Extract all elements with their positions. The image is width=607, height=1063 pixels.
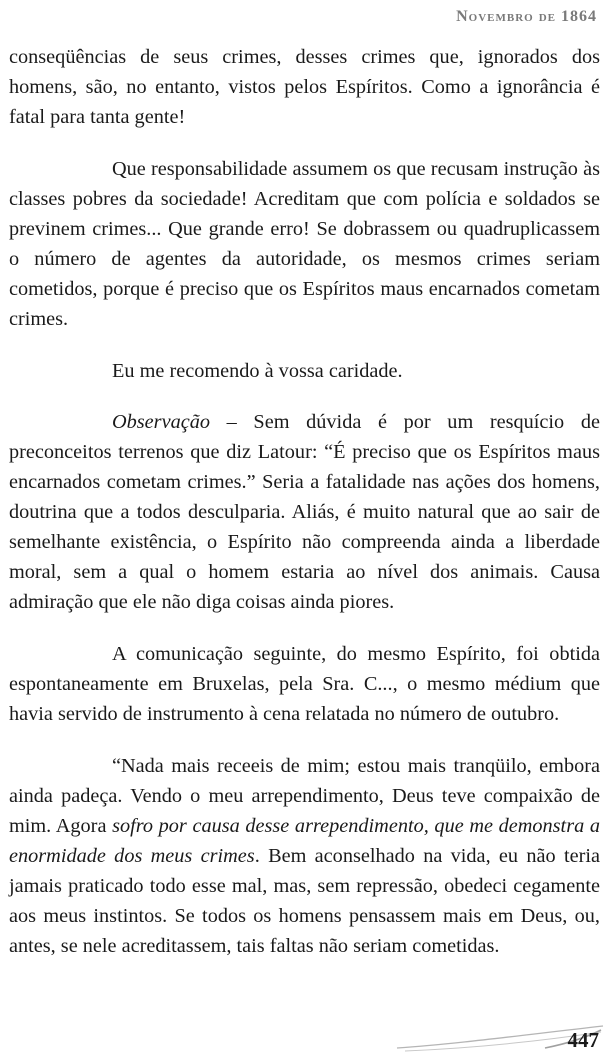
- running-header: Novembro de 1864: [456, 8, 597, 25]
- paragraph-1: conseqüências de seus crimes, desses crimes que, ignorados dos homens, são, no entanto, vistos pelos Espíritos. Como a ignorância é fatal para tanta gente!: [9, 46, 600, 128]
- paragraph-2: Que responsabilidade assumem os que recusam instrução às classes pobres da sociedade! Acreditam que com polícia e soldados se previnem crimes... Que grande erro! Se dobrassem ou quadruplicassem o número de agentes da autoridade, os mesmos crimes seriam cometidos, porque é preciso que os Espíritos maus encarnados cometam crimes.: [9, 158, 600, 330]
- observation-text: – Sem dúvida é por um resquício de preconceitos terrenos que diz Latour: “É preciso que os Espíritos maus encarnados cometam crimes.” Seria a fatalidade nas ações dos homens, doutrina que a todos desculparia. Aliás, é muito natural que ao sair de semelhante existência, o Espírito não compreenda ainda a liberdade moral, sem a qual o homem estaria ao nível dos animais. Causa admiração que ele não diga coisas ainda piores.: [9, 411, 600, 613]
- message-emphasis: sofro por causa desse arrependimento, que me demonstra a enormidade dos meus crimes: [9, 815, 600, 867]
- paragraph-5: A comunicação seguinte, do mesmo Espírito, foi obtida espontaneamente em Bruxelas, pela Sra. C..., o mesmo médium que havia servido de instrumento à cena relatada no número de outubro.: [9, 643, 600, 725]
- observation-label: Observação: [112, 411, 210, 433]
- paragraph-3: Eu me recomendo à vossa caridade.: [112, 360, 403, 382]
- paragraph-6-message: [9, 751, 600, 961]
- page-number: 447: [567, 1028, 599, 1052]
- page-body: [9, 42, 600, 983]
- paragraph-4-observation: [9, 407, 600, 617]
- message-start: “Nada mais receeis de mim; estou mais tranqüilo, embora ainda padeça. Vendo o meu arrependimento, Deus teve compaixão de mim. Agora: [9, 755, 600, 837]
- message-end: . Bem aconselhado na vida, eu não teria jamais praticado todo esse mal, mas, sem repressão, obedeci cegamente aos meus instintos. Se todos os homens pensassem mais em Deus, ou, antes, se nele acreditassem, tais faltas não seriam cometidas.: [9, 845, 600, 957]
